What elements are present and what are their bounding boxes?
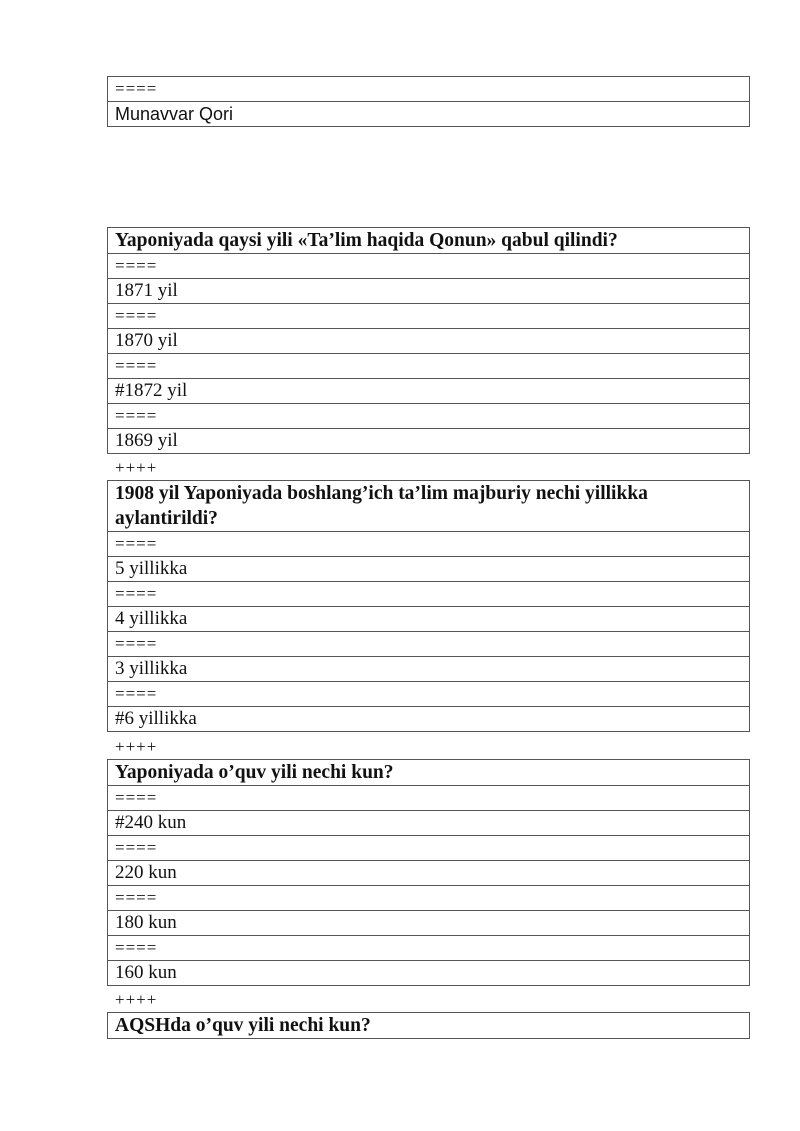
answer-option: 1870 yil: [108, 329, 750, 354]
separator: ====: [108, 682, 750, 707]
question-separator: ++++: [115, 990, 158, 1009]
answer-option: 4 yillikka: [108, 607, 750, 632]
question-text: Yaponiyada o’quv yili nechi kun?: [108, 760, 750, 786]
answer-table: [107, 76, 750, 127]
separator: ====: [108, 354, 750, 379]
answer-option: 160 kun: [108, 961, 750, 986]
separator: ====: [108, 582, 750, 607]
question-block-1: [107, 227, 750, 454]
question-block-3: [107, 759, 750, 986]
question-table: [107, 227, 750, 454]
question-block-4: [107, 1012, 750, 1039]
answer-option: 220 kun: [108, 861, 750, 886]
question-text: 1908 yil Yaponiyada boshlang’ich ta’lim majburiy nechi yillikka aylantirildi?: [108, 481, 750, 532]
question-separator: ++++: [115, 458, 158, 477]
answer-option: 180 kun: [108, 911, 750, 936]
separator: ====: [108, 304, 750, 329]
separator: ====: [108, 836, 750, 861]
separator: ====: [108, 77, 750, 102]
separator: ====: [108, 254, 750, 279]
separator: ====: [108, 886, 750, 911]
separator: ====: [108, 632, 750, 657]
separator: ====: [108, 404, 750, 429]
question-table: [107, 480, 750, 732]
answer-option: 1869 yil: [108, 429, 750, 454]
answer-block-0: [107, 76, 750, 127]
question-text: Yaponiyada qaysi yili «Ta’lim haqida Qonun» qabul qilindi?: [108, 228, 750, 254]
question-table: [107, 759, 750, 986]
answer-option: Munavvar Qori: [108, 102, 750, 127]
answer-option: #6 yillikka: [108, 707, 750, 732]
question-block-2: [107, 480, 750, 732]
question-text: AQSHda o’quv yili nechi kun?: [108, 1013, 750, 1039]
separator: ====: [108, 532, 750, 557]
answer-option: 3 yillikka: [108, 657, 750, 682]
question-separator: ++++: [115, 737, 158, 756]
answer-option: 5 yillikka: [108, 557, 750, 582]
question-table: [107, 1012, 750, 1039]
separator: ====: [108, 936, 750, 961]
separator: ====: [108, 786, 750, 811]
answer-option: #240 kun: [108, 811, 750, 836]
answer-option: 1871 yil: [108, 279, 750, 304]
answer-option: #1872 yil: [108, 379, 750, 404]
